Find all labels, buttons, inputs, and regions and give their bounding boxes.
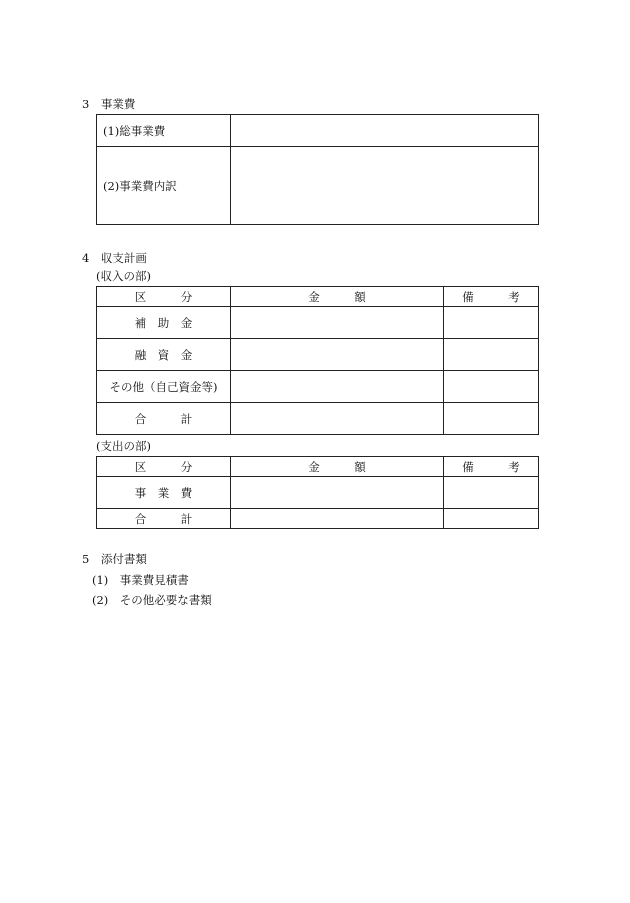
table-row xyxy=(97,307,539,339)
table-row xyxy=(97,115,539,147)
header-category: 区 分 xyxy=(97,457,231,477)
income-amount[interactable] xyxy=(231,339,444,371)
income-note[interactable] xyxy=(444,339,539,371)
income-total-label: 合 計 xyxy=(97,403,231,435)
project-cost-table xyxy=(96,114,539,225)
income-category: 融 資 金 xyxy=(97,339,231,371)
attachment-item-other: (2) その他必要な書類 xyxy=(92,593,212,607)
header-amount: 金 額 xyxy=(231,287,444,307)
table-header-row xyxy=(97,457,539,477)
expense-total-amount[interactable] xyxy=(231,509,444,529)
expense-amount[interactable] xyxy=(231,477,444,509)
section4-heading: 4 収支計画 xyxy=(82,251,147,265)
income-category: 補 助 金 xyxy=(97,307,231,339)
section5-heading: 5 添付書類 xyxy=(82,552,147,566)
income-note[interactable] xyxy=(444,307,539,339)
attachment-item-estimate: (1) 事業費見積書 xyxy=(92,573,189,587)
income-amount[interactable] xyxy=(231,307,444,339)
income-category: その他（自己資金等) xyxy=(97,371,231,403)
table-header-row xyxy=(97,287,539,307)
expense-caption: (支出の部) xyxy=(96,439,151,453)
income-amount[interactable] xyxy=(231,371,444,403)
income-total-amount[interactable] xyxy=(231,403,444,435)
income-note[interactable] xyxy=(444,371,539,403)
section3-heading: 3 事業費 xyxy=(82,97,136,111)
cost-breakdown-value[interactable] xyxy=(231,147,539,225)
table-row xyxy=(97,403,539,435)
expense-category: 事 業 費 xyxy=(97,477,231,509)
table-row xyxy=(97,371,539,403)
table-row xyxy=(97,509,539,529)
cost-breakdown-label: (2)事業費内訳 xyxy=(97,147,231,225)
expense-total-label: 合 計 xyxy=(97,509,231,529)
table-row xyxy=(97,147,539,225)
header-category: 区 分 xyxy=(97,287,231,307)
header-amount: 金 額 xyxy=(231,457,444,477)
total-cost-label: (1)総事業費 xyxy=(97,115,231,147)
expense-note[interactable] xyxy=(444,477,539,509)
income-table xyxy=(96,286,539,435)
income-caption: (収入の部) xyxy=(96,269,151,283)
expense-total-note[interactable] xyxy=(444,509,539,529)
table-row xyxy=(97,477,539,509)
header-note: 備 考 xyxy=(444,287,539,307)
header-note: 備 考 xyxy=(444,457,539,477)
expense-table xyxy=(96,456,539,529)
total-cost-value[interactable] xyxy=(231,115,539,147)
table-row xyxy=(97,339,539,371)
income-total-note[interactable] xyxy=(444,403,539,435)
